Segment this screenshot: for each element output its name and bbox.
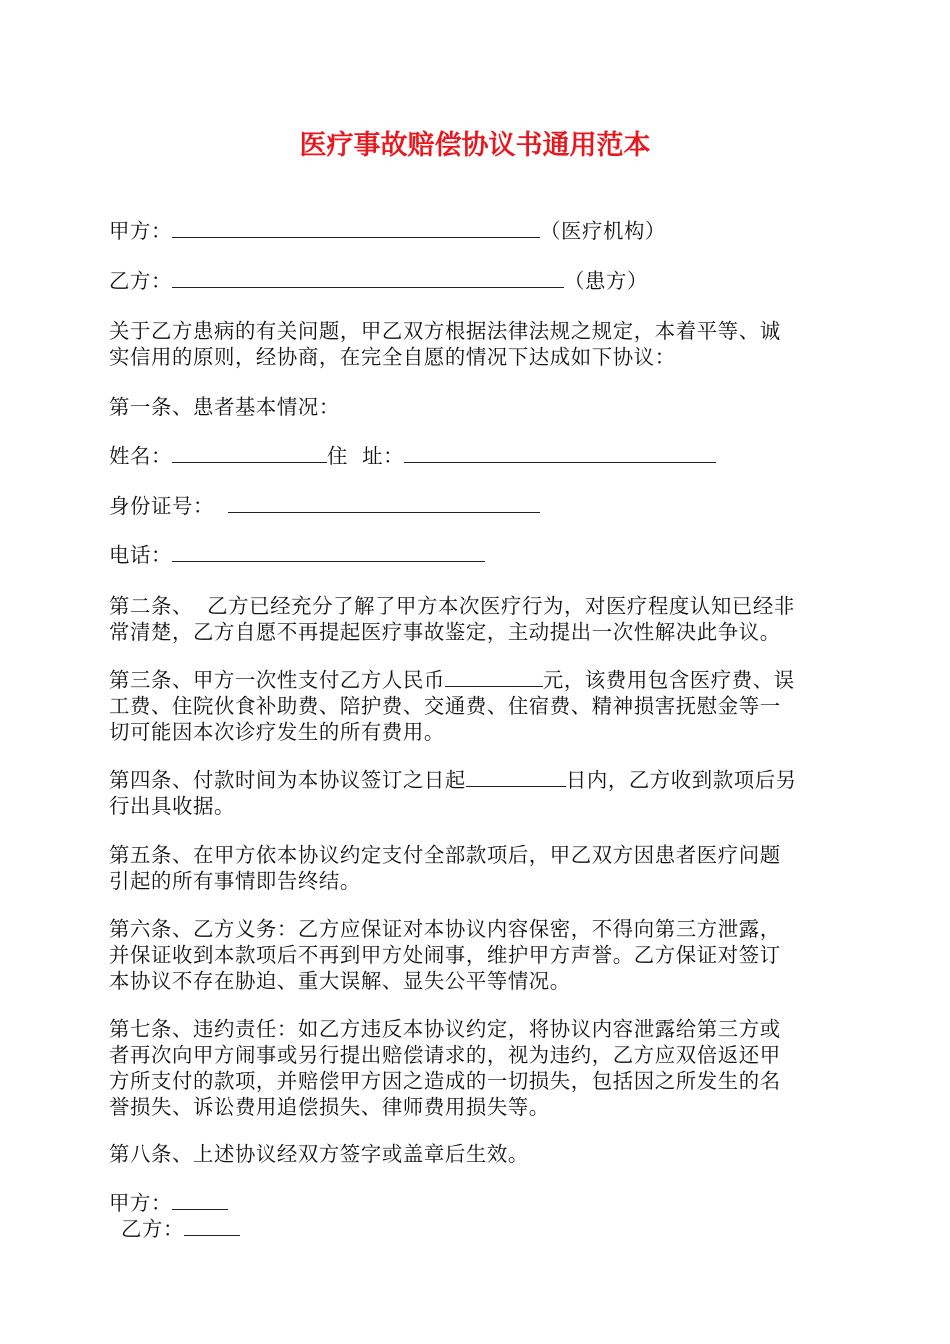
article-8-line-1: 第八条、上述协议经双方签字或盖章后生效。 [109, 1142, 529, 1166]
party-b-blank [172, 269, 564, 288]
intro-paragraph [109, 318, 844, 370]
article-6-line-1: 第六条、乙方义务：乙方应保证对本协议内容保密，不得向第三方泄露， [109, 917, 781, 941]
article-6-line-3: 本协议不存在胁迫、重大误解、显失公平等情况。 [109, 969, 571, 993]
party-a-label: 甲方： [109, 219, 172, 243]
article-3-line-1a: 第三条、甲方一次性支付乙方人民币 [109, 668, 445, 692]
article-1-text: 第一条、患者基本情况： [109, 395, 340, 419]
id-number-line [109, 493, 844, 519]
article-4-line-1b: 日内，乙方收到款项后另 [565, 768, 797, 792]
signature-b-label: 乙方： [121, 1217, 184, 1241]
signature-party-b [121, 1216, 856, 1242]
article-3-line-3: 切可能因本次诊疗发生的所有费用。 [109, 720, 445, 744]
signature-a-label: 甲方： [109, 1191, 172, 1215]
address-label: 住 址： [326, 444, 405, 468]
signature-b-blank [184, 1217, 240, 1236]
article-7-line-3: 方所支付的款项，并赔偿甲方因之造成的一切损失，包括因之所发生的名 [109, 1069, 781, 1093]
intro-line-2: 实信用的原则，经协商，在完全自愿的情况下达成如下协议： [109, 345, 676, 369]
article-5-paragraph [109, 842, 844, 894]
article-3-line-2: 工费、住院伙食补助费、陪护费、交通费、住宿费、精神损害抚慰金等一 [109, 694, 781, 718]
days-blank [466, 768, 566, 787]
party-b-label: 乙方： [109, 269, 172, 293]
article-4-paragraph [109, 767, 844, 819]
article-2-paragraph [109, 593, 844, 645]
party-a-blank [172, 219, 540, 238]
article-5-line-2: 引起的所有事情即告终结。 [109, 869, 361, 893]
address-blank [404, 444, 716, 463]
article-7-paragraph [109, 1016, 844, 1120]
article-7-line-1: 第七条、违约责任：如乙方违反本协议约定，将协议内容泄露给第三方或 [109, 1017, 781, 1041]
name-blank [172, 444, 327, 463]
phone-label: 电话： [109, 543, 172, 567]
party-a-line [109, 218, 844, 244]
name-address-line [109, 443, 844, 469]
article-7-line-4: 誉损失、诉讼费用追偿损失、律师费用损失等。 [109, 1095, 550, 1119]
amount-blank [445, 668, 543, 687]
article-5-line-1: 第五条、在甲方依本协议约定支付全部款项后，甲乙双方因患者医疗问题 [109, 843, 781, 867]
document-title: 医疗事故赔偿协议书通用范本 [299, 130, 651, 161]
article-6-paragraph [109, 916, 844, 994]
id-label: 身份证号： [109, 494, 214, 518]
article-1-heading [109, 394, 844, 420]
article-2-line-2: 常清楚，乙方自愿不再提起医疗事故鉴定，主动提出一次性解决此争议。 [109, 620, 781, 644]
article-4-line-2: 行出具收据。 [109, 794, 235, 818]
article-2-line-1: 第二条、 乙方已经充分了解了甲方本次医疗行为，对医疗程度认知已经非 [109, 594, 795, 618]
party-b-suffix: （患方） [563, 269, 648, 293]
phone-blank [172, 543, 485, 562]
signature-a-blank [172, 1191, 228, 1210]
party-a-suffix: （医疗机构） [539, 219, 666, 243]
article-4-line-1a: 第四条、付款时间为本协议签订之日起 [109, 768, 466, 792]
name-label: 姓名： [109, 444, 172, 468]
article-3-paragraph [109, 667, 844, 745]
intro-line-1: 关于乙方患病的有关问题，甲乙双方根据法律法规之规定，本着平等、诚 [109, 319, 781, 343]
party-b-line [109, 268, 844, 294]
id-blank [228, 494, 540, 513]
phone-line [109, 542, 844, 568]
signature-party-a [109, 1190, 844, 1216]
article-6-line-2: 并保证收到本款项后不再到甲方处闹事，维护甲方声誉。乙方保证对签订 [109, 943, 781, 967]
article-3-line-1b: 元，该费用包含医疗费、误 [542, 668, 795, 692]
article-7-line-2: 者再次向甲方闹事或另行提出赔偿请求的，视为违约，乙方应双倍返还甲 [109, 1043, 781, 1067]
article-8-paragraph [109, 1141, 844, 1167]
